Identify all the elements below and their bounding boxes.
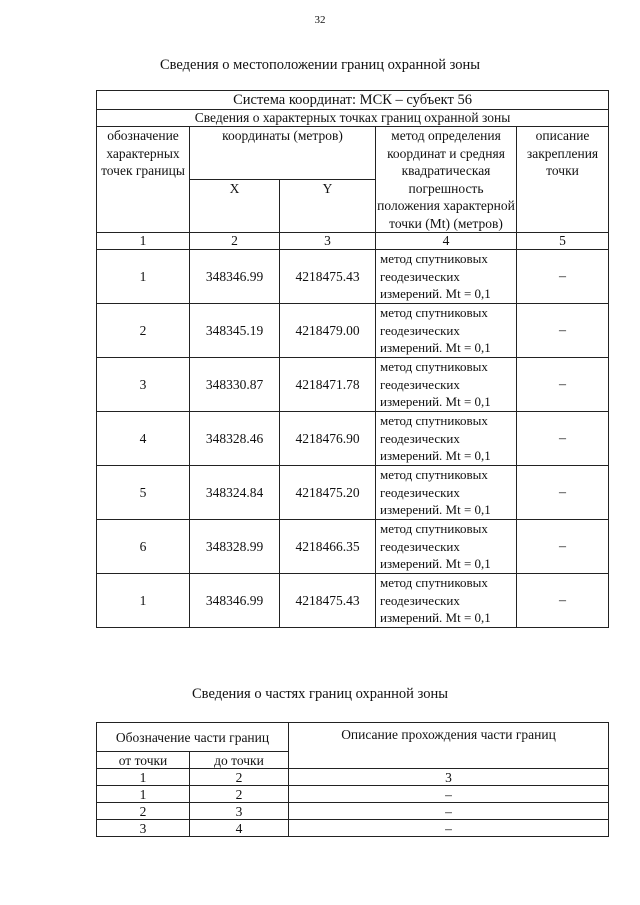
part-description: – <box>289 803 609 820</box>
header-from-point: от точки <box>97 752 190 769</box>
column-number: 4 <box>376 233 517 250</box>
method-text: метод спутниковых геодезических измерений. Mt = 0,1 <box>376 358 517 412</box>
page-number: 32 <box>314 14 326 26</box>
point-id: 1 <box>97 574 190 628</box>
method-text: метод спутниковых геодезических измерений. Mt = 0,1 <box>376 466 517 520</box>
header-x: X <box>190 180 280 233</box>
point-id: 1 <box>97 250 190 304</box>
section-title-boundaries: Сведения о местоположении границ охранной зоны <box>159 57 480 73</box>
fixing-description: – <box>517 466 609 520</box>
point-id: 3 <box>97 358 190 412</box>
coord-y: 4218475.43 <box>280 250 376 304</box>
column-number: 2 <box>190 233 280 250</box>
table-row <box>97 466 609 520</box>
coord-y: 4218475.20 <box>280 466 376 520</box>
section-title-boundary-parts: Сведения о частях границ охранной зоны <box>192 686 448 702</box>
fixing-description: – <box>517 520 609 574</box>
table-row <box>97 358 609 412</box>
method-text: метод спутниковых геодезических измерений. Mt = 0,1 <box>376 520 517 574</box>
fixing-description: – <box>517 250 609 304</box>
method-text: метод спутниковых геодезических измерений. Mt = 0,1 <box>376 250 517 304</box>
to-point: 4 <box>190 820 289 837</box>
table-row <box>97 820 609 837</box>
header-method: метод определения координат и средняя квадратическая погрешность положения характерной точки (Mt) (метров) <box>377 128 515 231</box>
header-coordinates: координаты (метров) <box>190 127 376 180</box>
point-id: 6 <box>97 520 190 574</box>
coord-y: 4218476.90 <box>280 412 376 466</box>
coord-x: 348346.99 <box>190 250 280 304</box>
points-subtitle-cell: Сведения о характерных точках границ охранной зоны <box>97 110 609 127</box>
coord-x: 348328.99 <box>190 520 280 574</box>
boundary-parts-table <box>96 722 609 837</box>
table-row <box>97 304 609 358</box>
column-number: 3 <box>280 233 376 250</box>
coord-y: 4218479.00 <box>280 304 376 358</box>
table-row <box>97 769 609 786</box>
table-row <box>97 786 609 803</box>
header-to-point: до точки <box>190 752 289 769</box>
coord-x: 348330.87 <box>190 358 280 412</box>
coord-x: 348346.99 <box>190 574 280 628</box>
coord-y: 4218471.78 <box>280 358 376 412</box>
from-point: 1 <box>97 769 190 786</box>
coord-x: 348345.19 <box>190 304 280 358</box>
point-id: 2 <box>97 304 190 358</box>
to-point: 2 <box>190 769 289 786</box>
point-id: 4 <box>97 412 190 466</box>
fixing-description: – <box>517 574 609 628</box>
from-point: 1 <box>97 786 190 803</box>
point-id: 5 <box>97 466 190 520</box>
coord-x: 348324.84 <box>190 466 280 520</box>
column-number: 5 <box>517 233 609 250</box>
fixing-description: – <box>517 304 609 358</box>
header-y: Y <box>280 180 376 233</box>
boundary-points-table <box>96 90 609 628</box>
part-description: – <box>289 786 609 803</box>
table-row <box>97 520 609 574</box>
header-point-designation: обозначение характерных точек границы <box>97 127 190 233</box>
coord-x: 348328.46 <box>190 412 280 466</box>
part-description: 3 <box>289 769 609 786</box>
coord-y: 4218466.35 <box>280 520 376 574</box>
table-row <box>97 250 609 304</box>
table-row <box>97 803 609 820</box>
header-part-description: Описание прохождения части границ <box>289 723 609 769</box>
column-number-row <box>97 233 609 250</box>
method-text: метод спутниковых геодезических измерений. Mt = 0,1 <box>376 304 517 358</box>
to-point: 2 <box>190 786 289 803</box>
method-text: метод спутниковых геодезических измерений. Mt = 0,1 <box>376 574 517 628</box>
header-fixing-description: описание закрепления точки <box>517 127 609 233</box>
method-text: метод спутниковых геодезических измерений. Mt = 0,1 <box>376 412 517 466</box>
coord-y: 4218475.43 <box>280 574 376 628</box>
fixing-description: – <box>517 358 609 412</box>
fixing-description: – <box>517 412 609 466</box>
from-point: 2 <box>97 803 190 820</box>
part-description: – <box>289 820 609 837</box>
header-part-designation: Обозначение части границ <box>97 723 289 752</box>
coordinate-system-cell: Система координат: МСК – субъект 56 <box>97 91 609 110</box>
from-point: 3 <box>97 820 190 837</box>
table-row <box>97 412 609 466</box>
column-number: 1 <box>97 233 190 250</box>
table-row <box>97 574 609 628</box>
to-point: 3 <box>190 803 289 820</box>
